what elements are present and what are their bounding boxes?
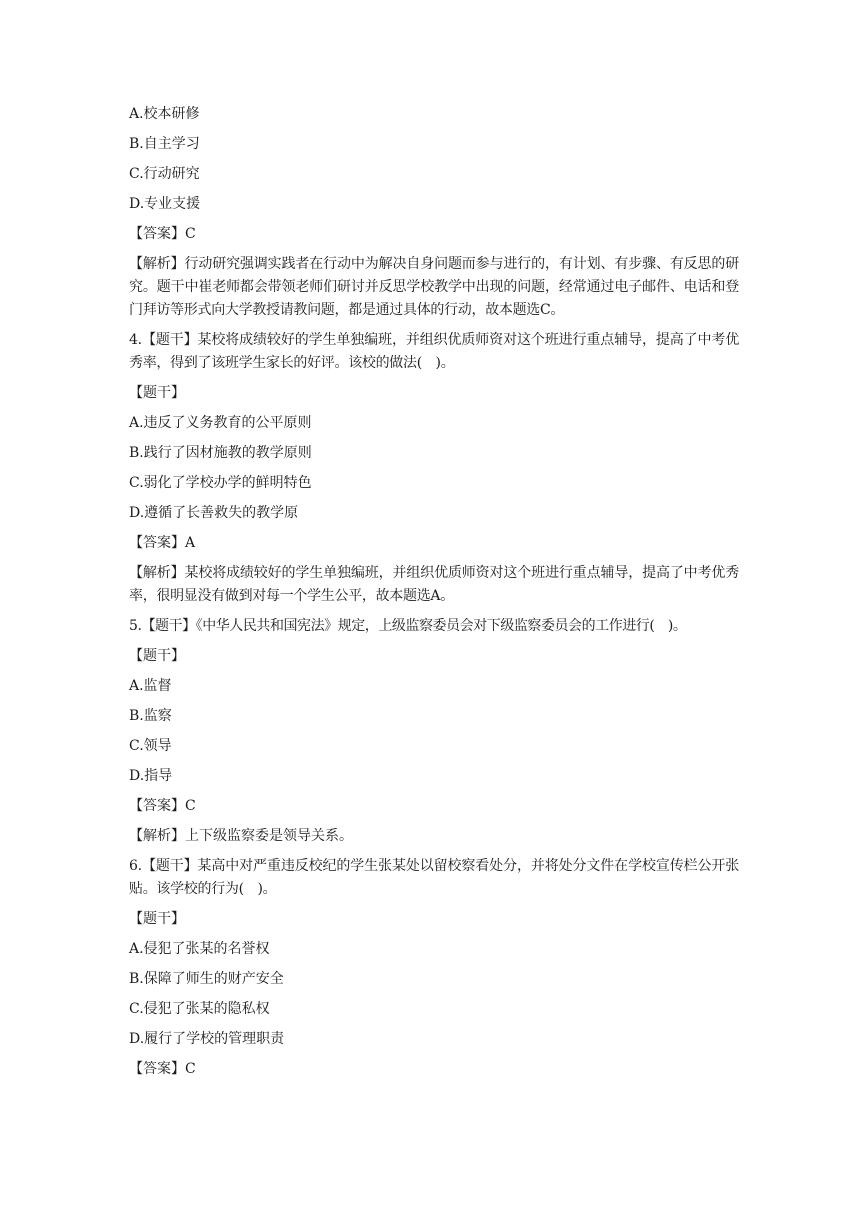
stem-label: 【题干】 [129,911,185,927]
option-d: D.专业支援 [129,196,201,212]
question-3 [129,103,739,322]
option-a: A.违反了义务教育的公平原则 [129,415,312,431]
answer: 【答案】C [129,226,196,242]
option-d: D.遵循了长善救失的教学原 [129,505,299,521]
question-5 [129,615,739,848]
option-b: B.践行了因材施教的教学原则 [129,445,312,461]
option-a: A.侵犯了张某的名誉权 [129,941,270,957]
option-c: C.领导 [129,738,172,754]
option-c: C.行动研究 [129,166,200,182]
question-6 [129,855,739,1081]
stem-label: 【题干】 [129,648,185,664]
option-d: D.履行了学校的管理职责 [129,1031,285,1047]
option-c: C.弱化了学校办学的鲜明特色 [129,475,312,491]
option-a: A.监督 [129,678,172,694]
option-d: D.指导 [129,768,173,784]
option-a: A.校本研修 [129,106,200,122]
analysis: 【解析】上下级监察委是领导关系。 [129,828,353,844]
answer: 【答案】A [129,535,196,551]
answer: 【答案】C [129,1061,196,1077]
question-stem: 5.【题干】《中华人民共和国宪法》规定，上级监察委员会对下级监察委员会的工作进行( )。 [129,618,687,634]
option-b: B.监察 [129,708,172,724]
answer: 【答案】C [129,798,196,814]
analysis: 【解析】行动研究强调实践者在行动中为解决自身问题而参与进行的，有计划、有步骤、有反思的研究。题干中崔老师都会带领老师们研讨并反思学校教学中出现的问题，经常通过电子邮件、电话和登门拜访等形式向大学教授请教问题，都是通过具体的行动，故本题选C。 [129,256,739,318]
question-stem: 6.【题干】某高中对严重违反校纪的学生张某处以留校察看处分，并将处分文件在学校宣传栏公开张贴。该学校的行为( )。 [129,858,739,897]
option-b: B.自主学习 [129,136,200,152]
question-4 [129,329,739,608]
option-c: C.侵犯了张某的隐私权 [129,1001,270,1017]
analysis: 【解析】某校将成绩较好的学生单独编班，并组织优质师资对这个班进行重点辅导，提高了中考优秀率，很明显没有做到对每一个学生公平，故本题选A。 [129,565,739,604]
stem-label: 【题干】 [129,385,185,401]
document-page [129,103,739,1088]
option-b: B.保障了师生的财产安全 [129,971,284,987]
question-stem: 4.【题干】某校将成绩较好的学生单独编班，并组织优质师资对这个班进行重点辅导，提高了中考优秀率，得到了该班学生家长的好评。该校的做法( )。 [129,332,739,371]
